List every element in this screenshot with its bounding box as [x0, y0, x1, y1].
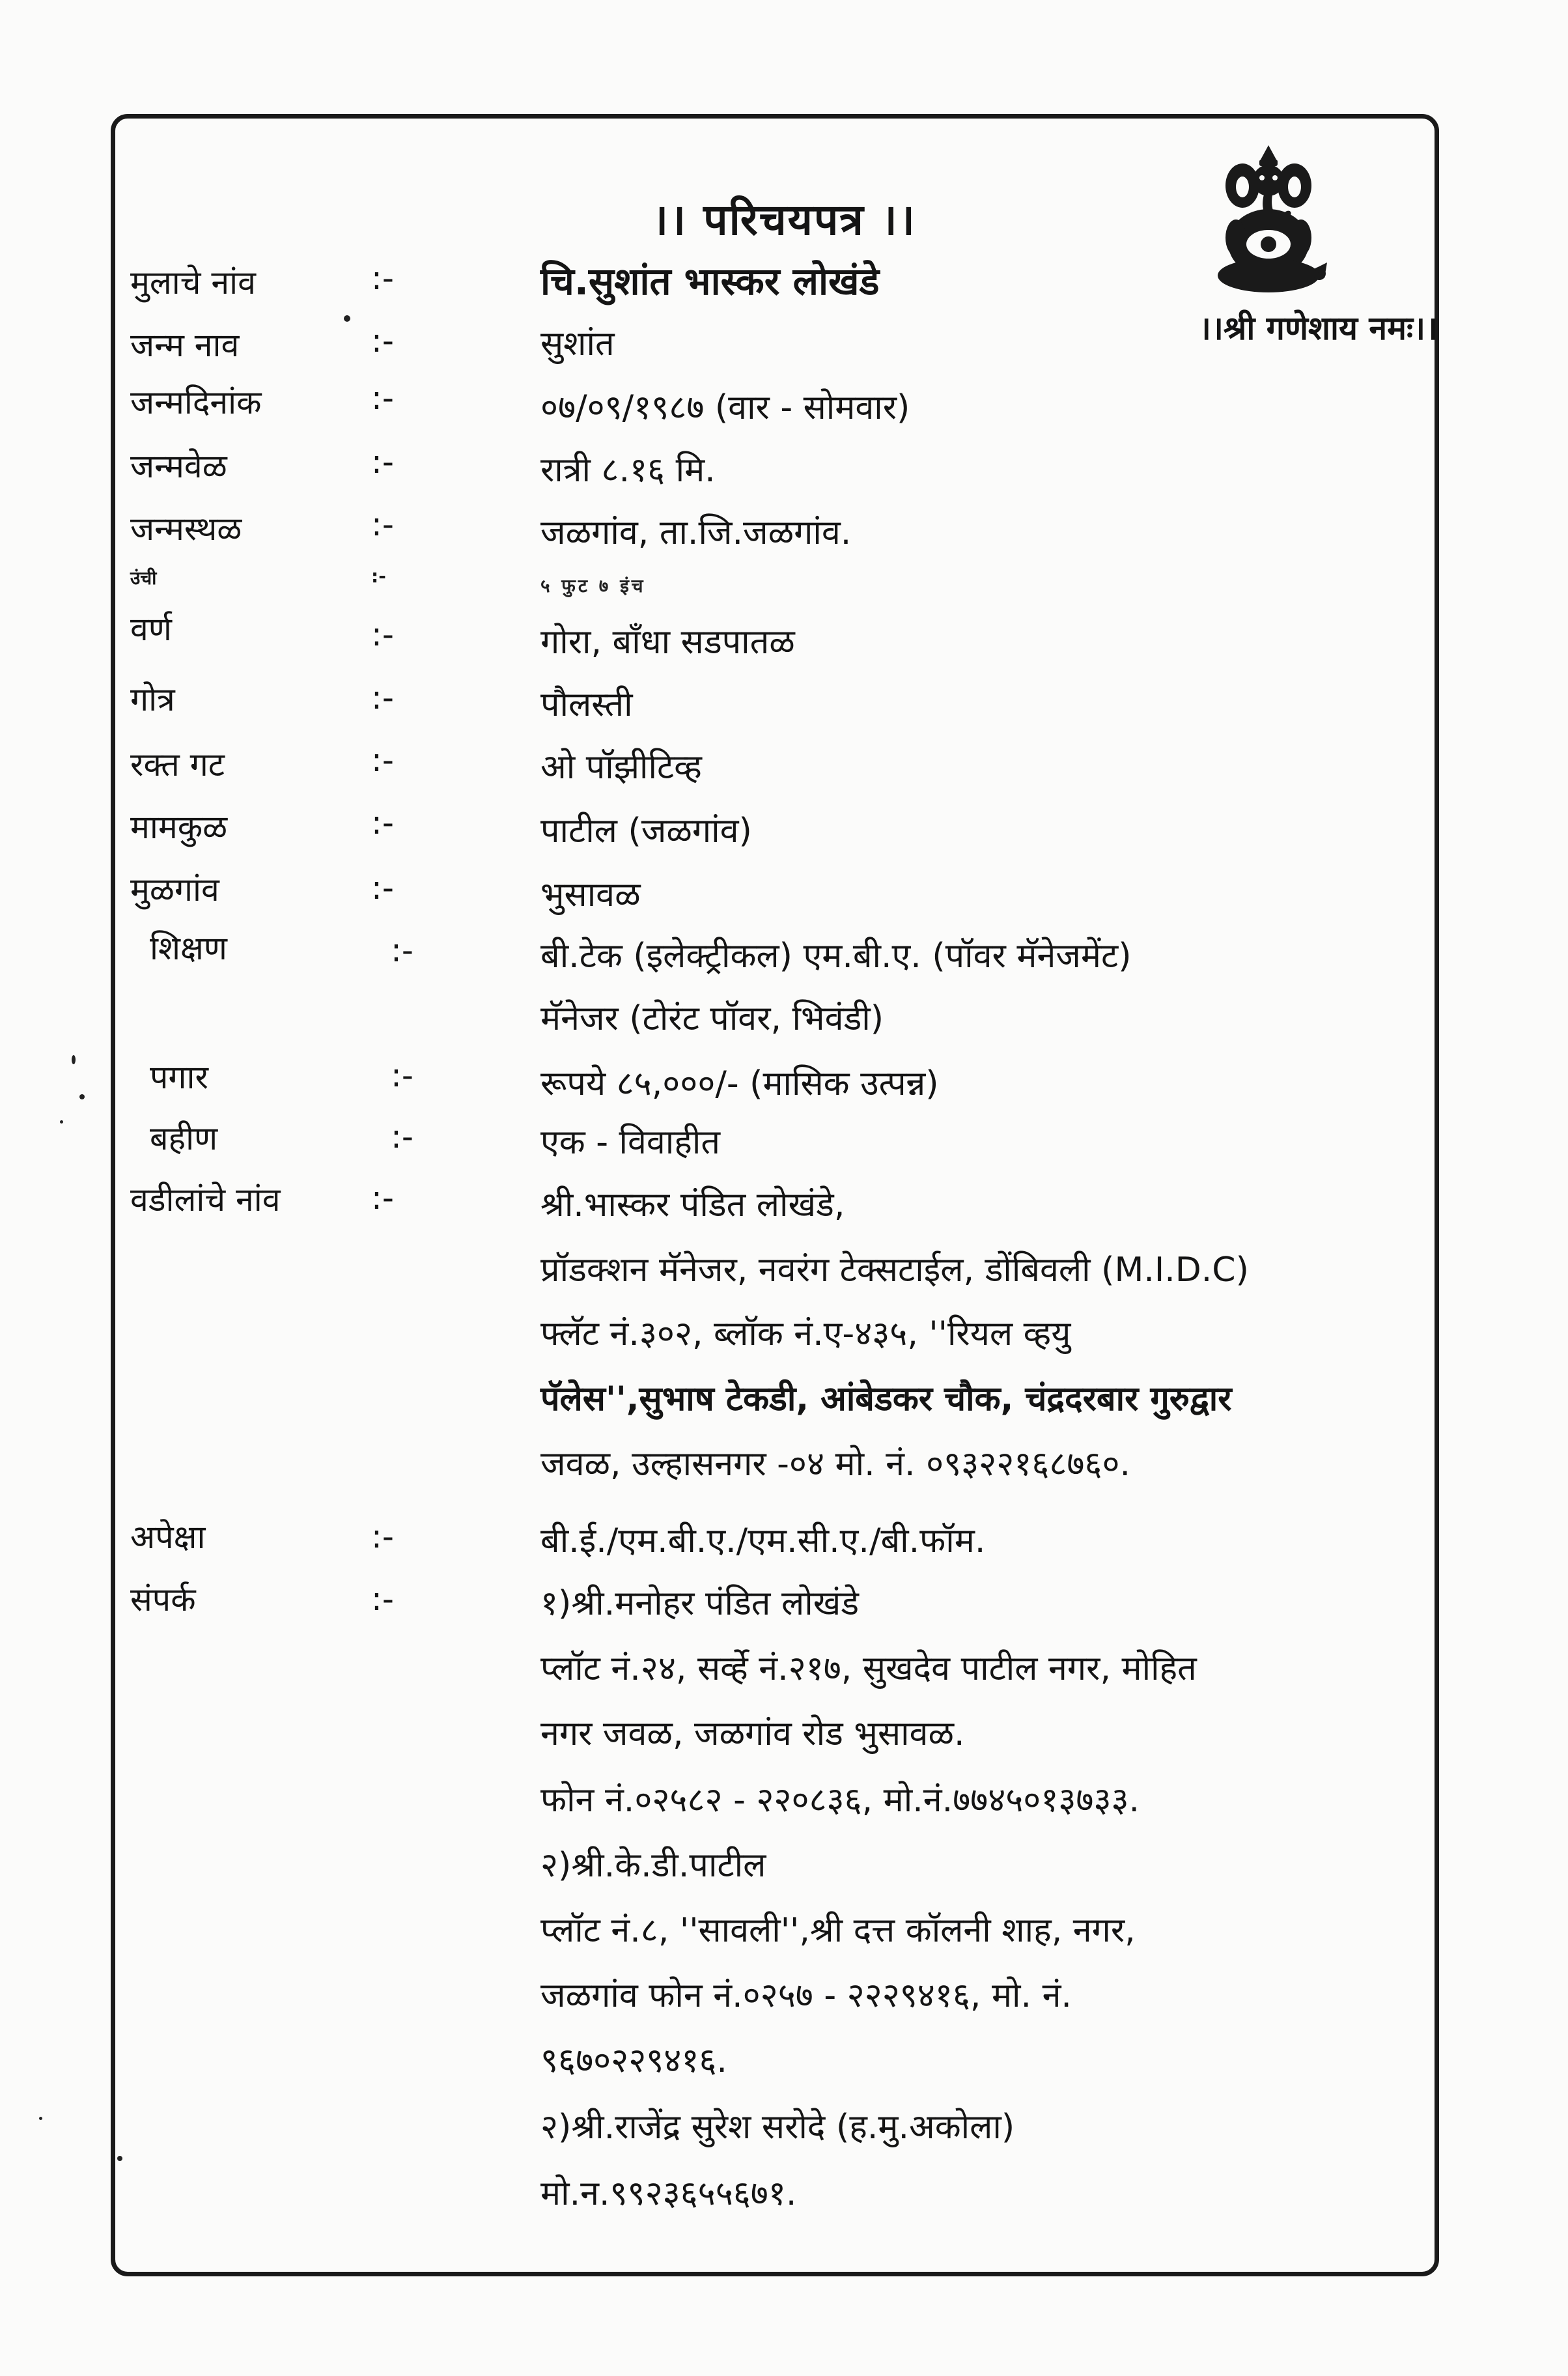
father-line: फ्लॅट नं.३०२, ब्लॉक नं.ए-४३५, ''रियल व्हयु — [540, 1314, 1071, 1353]
scan-speck — [117, 2156, 122, 2161]
field-value-salary: रूपये ८५,०००/- (मासिक उत्पन्न) — [540, 1064, 939, 1103]
contact-line: जळगांव फोन नं.०२५७ - २२२९४१६, मो. नं. — [540, 1976, 1072, 2015]
contact-line: फोन नं.०२५८२ - २२०८३६, मो.नं.७७४५०१३७३३. — [540, 1781, 1140, 1820]
field-label-birth-place: जन्मस्थळ — [130, 510, 242, 548]
field-label-complexion: वर्ण — [130, 610, 172, 648]
field-label-birth-time: जन्मवेळ — [130, 447, 227, 485]
field-value-education: बी.टेक (इलेक्ट्रीकल) एम.बी.ए. (पॉवर मॅनेजमेंट) — [540, 937, 1132, 976]
field-label-education: शिक्षण — [150, 929, 227, 967]
field-separator: :- — [371, 679, 394, 716]
field-label-birth-name: जन्म नाव — [130, 326, 240, 364]
field-value-birth-name: सुशांत — [540, 324, 615, 363]
field-separator: :- — [371, 259, 394, 297]
field-label-blood-group: रक्त गट — [130, 746, 225, 784]
field-separator: :- — [371, 1179, 394, 1217]
field-value-maternal-family: पाटील (जळगांव) — [540, 812, 752, 851]
field-separator: :- — [371, 505, 394, 543]
field-value-occupation: मॅनेजर (टोरंट पॉवर, भिवंडी) — [540, 999, 884, 1038]
field-label-gotra: गोत्र — [130, 681, 175, 718]
contact-line: ९६७०२२९४१६. — [540, 2041, 727, 2080]
field-value-birth-time: रात्री ८.१६ मि. — [540, 451, 716, 490]
field-separator: :- — [371, 443, 394, 481]
ganesha-emblem-icon — [1197, 140, 1340, 303]
field-value-gotra: पौलस्ती — [540, 685, 633, 724]
field-value-birth-place: जळगांव, ता.जि.जळगांव. — [540, 513, 852, 552]
field-label-birth-date: जन्मदिनांक — [130, 384, 262, 421]
field-separator: :- — [371, 379, 394, 417]
salutation-text: ।।श्री गणेशाय नमः।। — [1199, 309, 1438, 347]
field-label-expectation: अपेक्षा — [130, 1518, 206, 1556]
father-line: पॅलेस'',सुभाष टेकडी, आंबेडकर चौक, चंद्रदरबार गुरुद्वार — [540, 1379, 1232, 1419]
field-label-maternal-family: मामकुळ — [130, 808, 228, 846]
field-value-sister: एक - विवाहीत — [540, 1123, 720, 1162]
field-separator: :- — [371, 869, 394, 907]
field-label-native-place: मुळगांव — [130, 871, 219, 909]
field-value-birth-date: ०७/०९/१९८७ (वार - सोमवार) — [540, 388, 910, 427]
contact-line: प्लॉट नं.२४, सर्व्हे नं.२१७, सुखदेव पाटील नगर, मोहित — [540, 1649, 1197, 1688]
field-label-contact: संपर्क — [130, 1581, 196, 1619]
field-separator: :- — [371, 1580, 394, 1618]
document-title: ।। परिचयपत्र ।। — [652, 195, 916, 245]
field-separator: :- — [371, 322, 394, 360]
contact-line: नगर जवळ, जळगांव रोड भुसावळ. — [540, 1714, 965, 1753]
field-value-expectation: बी.ई./एम.बी.ए./एम.सी.ए./बी.फॉम. — [540, 1521, 986, 1561]
scan-speck — [344, 315, 350, 322]
father-line: प्रॉडक्शन मॅनेजर, नवरंग टेक्सटाईल, डोंबिवली (M.I.D.C) — [540, 1251, 1249, 1290]
field-value-height: ५ फुट ७ इंच — [540, 575, 646, 597]
field-value-blood-group: ओ पॉझीटिव्ह — [540, 748, 702, 787]
field-separator: :- — [371, 565, 386, 587]
contact-line: २)श्री.के.डी.पाटील — [540, 1846, 766, 1885]
father-line: जवळ, उल्हासनगर -०४ मो. नं. ०९३२२१६८७६०. — [540, 1445, 1131, 1484]
field-separator: :- — [391, 931, 413, 969]
field-label-height: उंची — [130, 567, 157, 589]
father-line: श्री.भास्कर पंडित लोखंडे, — [540, 1185, 845, 1224]
field-value-complexion: गोरा, बाँधा सडपातळ — [540, 623, 795, 662]
field-label-father-name: वडीलांचे नांव — [130, 1181, 281, 1219]
contact-line: २)श्री.राजेंद्र सुरेश सरोदे (ह.मु.अकोला) — [540, 2108, 1015, 2147]
field-separator: :- — [371, 804, 394, 842]
field-separator: :- — [391, 1056, 413, 1094]
scan-speck — [60, 1120, 63, 1124]
field-separator: :- — [391, 1118, 413, 1155]
field-label-salary: पगार — [150, 1058, 208, 1096]
field-label-boy-name: मुलाचे नांव — [130, 264, 256, 302]
contact-line: प्लॉट नं.८, ''सावली'',श्री दत्त कॉलनी शाह, नगर, — [540, 1911, 1136, 1950]
scan-speck — [79, 1094, 85, 1099]
scan-speck — [39, 2117, 42, 2120]
contact-line: १)श्री.मनोहर पंडित लोखंडे — [540, 1584, 860, 1623]
field-value-native-place: भुसावळ — [540, 875, 641, 914]
field-label-sister: बहीण — [150, 1120, 218, 1157]
field-value-boy-name: चि.सुशांत भास्कर लोखंडे — [540, 259, 880, 304]
field-separator: :- — [371, 1518, 394, 1555]
field-separator: :- — [371, 615, 394, 653]
scan-speck — [72, 1055, 76, 1064]
contact-line: मो.न.९९२३६५५६७१. — [540, 2174, 797, 2213]
field-separator: :- — [371, 741, 394, 779]
